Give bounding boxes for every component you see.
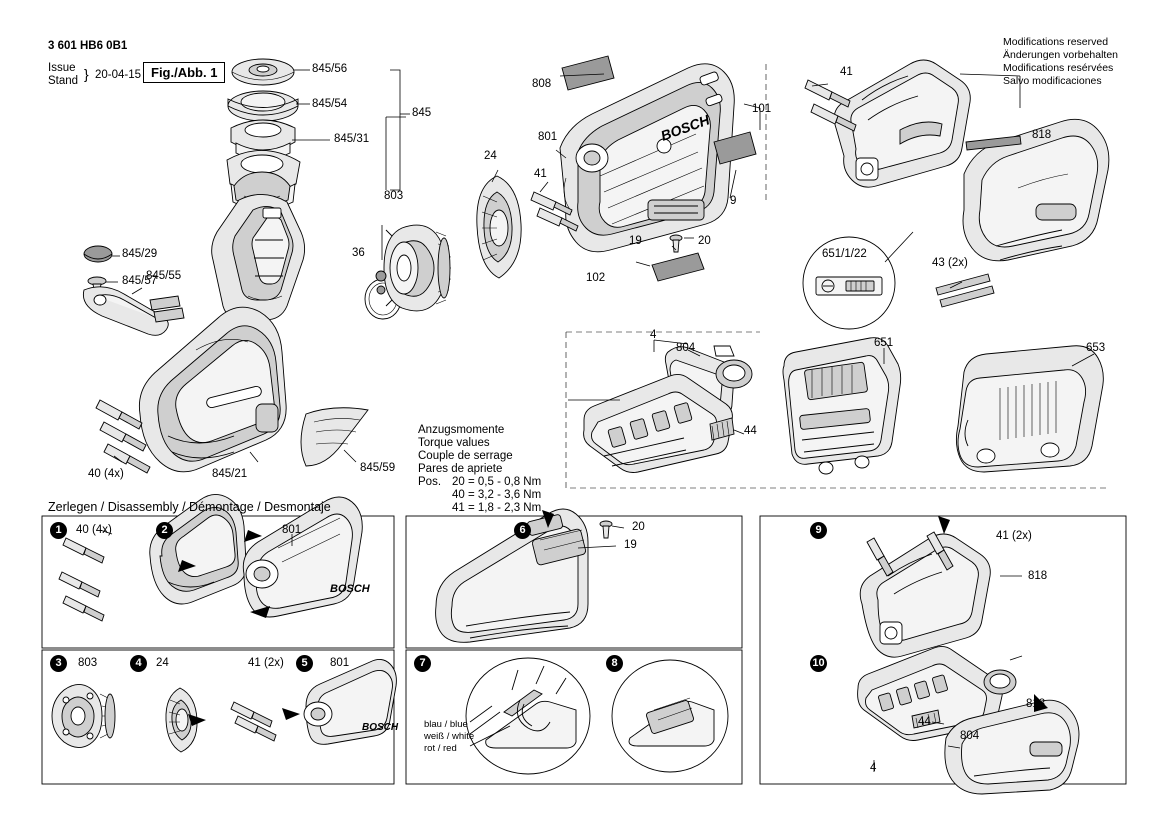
step-7-label-blue: blau / blue (424, 719, 468, 730)
callout-9: 9 (730, 195, 737, 207)
callout-19: 19 (629, 235, 642, 247)
callout-101: 101 (752, 103, 772, 115)
step-3-artwork (52, 684, 115, 747)
part-845-55-lever (83, 287, 184, 336)
label-102-sticker (652, 253, 704, 281)
bracket-845 (390, 70, 410, 190)
torque-line-1: Anzugsmomente (418, 424, 505, 436)
step-4-artwork (166, 688, 206, 752)
step-3-label-803: 803 (78, 657, 98, 669)
step-8-artwork (612, 660, 728, 772)
callout-845-55: 845/55 (146, 270, 182, 282)
step-badge-9: 9 (810, 522, 827, 539)
callout-845: 845 (412, 107, 432, 119)
step-10-artwork (858, 646, 1079, 794)
step-4-label-24: 24 (156, 657, 169, 669)
callout-43: 43 (2x) (932, 257, 968, 269)
step-badge-5: 5 (296, 655, 313, 672)
callout-801: 801 (538, 131, 558, 143)
torque-row-2: 40 = 3,2 - 3,6 Nm (452, 489, 542, 501)
step-6-label-20: 20 (632, 521, 645, 533)
section-title: Zerlegen / Disassembly / Démontage / Desmontaje (48, 500, 331, 514)
callout-41: 41 (534, 168, 547, 180)
part-845-29-cap (84, 246, 112, 262)
callout-41-right: 41 (840, 66, 853, 78)
callout-804-top: 804 (676, 342, 696, 354)
callout-845-59: 845/59 (360, 462, 396, 474)
step-10-label-804: 804 (960, 730, 980, 742)
step-7-label-white: weiß / white (424, 731, 475, 742)
step-badge-2: 2 (156, 522, 173, 539)
step-5-label-801: 801 (330, 657, 350, 669)
callout-845-21: 845/21 (212, 468, 248, 480)
part-845-54-ring (228, 91, 298, 121)
torque-line-2: Torque values (418, 437, 490, 449)
step-6-label-19: 19 (624, 539, 637, 551)
callout-4-top: 4 (650, 329, 657, 341)
step-9-label-41: 41 (2x) (996, 530, 1032, 542)
step-2-artwork (243, 497, 371, 618)
callout-818-top: 818 (1032, 129, 1052, 141)
callout-653: 653 (1086, 342, 1106, 354)
callout-651-1-22: 651/1/22 (822, 248, 867, 260)
step-2-label-801: 801 (282, 524, 302, 536)
part-653-charger (956, 346, 1103, 472)
callout-102: 102 (586, 272, 606, 284)
step-7-label-red: rot / red (424, 743, 457, 754)
detail-circle-651-1-22 (803, 232, 913, 329)
notice-line-4: Salvo modificaciones (1003, 75, 1102, 87)
notice-line-1: Modifications reserved (1003, 36, 1109, 48)
step-10-label-44: 44 (918, 716, 931, 728)
main-tool-body-upper (212, 194, 305, 320)
issue-label: Issue (48, 62, 76, 74)
step-10-label-4: 4 (870, 762, 877, 774)
callout-24: 24 (484, 150, 497, 162)
brand-text-housing: BOSCH (658, 111, 712, 144)
step-badge-1: 1 (50, 522, 67, 539)
figure-number: Fig./Abb. 1 (143, 62, 225, 83)
notice-line-2: Änderungen vorbehalten (1003, 49, 1119, 61)
issue-date: 20-04-15 (95, 69, 142, 81)
brand-text-step2: BOSCH (330, 583, 370, 595)
torque-row-1: 20 = 0,5 - 0,8 Nm (452, 476, 542, 488)
part-803-gearbox (376, 225, 451, 311)
step-10-label-818: 818 (1026, 698, 1046, 710)
step-7-artwork (466, 658, 590, 774)
part-845-56-pad-nut (232, 59, 294, 85)
callout-44-top: 44 (744, 425, 757, 437)
part-number: 3 601 HB6 0B1 (48, 40, 128, 52)
step-badge-7: 7 (414, 655, 431, 672)
part-801-motor-housing (560, 64, 737, 252)
callout-845-57: 845/57 (122, 275, 158, 287)
step-1-label-40: 40 (4x) (76, 524, 112, 536)
callout-845-56: 845/56 (312, 63, 348, 75)
brand-text-step5: BOSCH (362, 722, 399, 733)
part-845-59-sanding-sheet (301, 408, 368, 466)
torque-line-4: Pares de apriete (418, 463, 503, 475)
step-badge-4: 4 (130, 655, 147, 672)
step-badge-3: 3 (50, 655, 67, 672)
step-badge-8: 8 (606, 655, 623, 672)
part-651-battery-pack (783, 338, 901, 474)
callout-20: 20 (698, 235, 711, 247)
step-badge-10: 10 (810, 655, 827, 672)
callout-845-29: 845/29 (122, 248, 158, 260)
step-9-label-818: 818 (1028, 570, 1048, 582)
part-43-pin-group (936, 274, 994, 307)
torque-row-3: 41 = 1,8 - 2,3 Nm (452, 502, 542, 514)
label-808-sticker (562, 56, 614, 90)
issue-brace: } (84, 66, 89, 82)
step-5-label-41: 41 (2x) (248, 657, 284, 669)
callout-845-31: 845/31 (334, 133, 370, 145)
callout-40: 40 (4x) (88, 468, 124, 480)
notice-line-3: Modifications resérvées (1003, 62, 1114, 74)
stand-label: Stand (48, 75, 79, 87)
step-5-artwork (231, 659, 399, 744)
part-818-housing-half-left (834, 60, 970, 187)
torque-line-3: Couple de serrage (418, 450, 513, 462)
callout-36: 36 (352, 247, 365, 259)
step-badge-6: 6 (514, 522, 531, 539)
callout-845-54: 845/54 (312, 98, 348, 110)
callout-651: 651 (874, 337, 894, 349)
torque-pos-label: Pos. (418, 476, 442, 488)
screw-41-right-group (805, 80, 856, 131)
callout-803: 803 (384, 190, 404, 202)
callout-808: 808 (532, 78, 552, 90)
part-24-fan (477, 176, 521, 278)
